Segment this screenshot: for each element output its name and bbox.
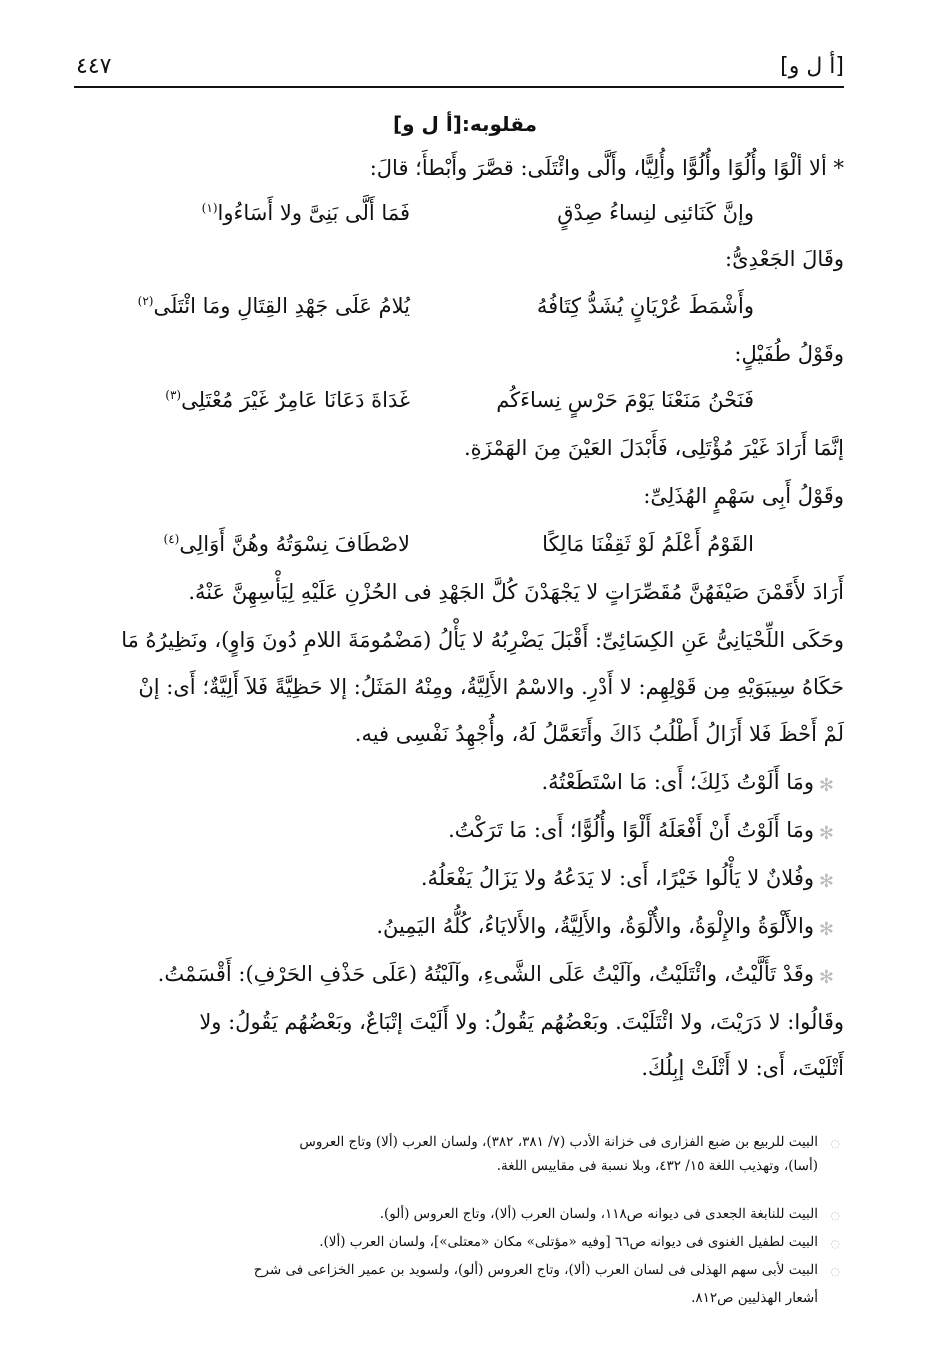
asterisk-mark: ✻: [818, 967, 834, 988]
header-root: [أ ل و]: [780, 54, 844, 79]
verse-4-first-hemistich: القَوْمُ أَعْلَمُ لَوْ ثَقِفْنَا مَالِكًا: [542, 532, 754, 556]
page-number: ٤٤٧: [76, 54, 112, 79]
body-line-12: وفُلانٌ لا يَأْلُوا خَيْرًا، أَى: لا يَدَعُهُ ولا يَزَالُ يَفْعَلُهُ.: [420, 866, 814, 890]
body-line-15: وقَالُوا: لا دَرَيْتَ، ولا ائْتَلَيْتَ. وبَعْضُهُم يَقُولُ: ولا أَلَيْتَ إتْبَاعٌ، وبَعْضُهُم يَقُولُ: ولا: [199, 1010, 844, 1034]
header-rule: [74, 86, 844, 88]
footnote-marker-3: ◌: [830, 1237, 840, 1250]
verse-2-second-text: يُلامُ عَلَى جَهْدِ القِتَالِ ومَا ائْتَلَى: [153, 294, 410, 318]
body-line-6: أَرَادَ لأَقَمْنَ صَيْفَهُنَّ مُقَصِّرَاتٍ لا يَجْهَدْنَ كُلَّ الجَهْدِ فى الحُزْنِ عَلَيْهِ لِيَأْسِهِنَّ عَنْهُ.: [188, 580, 844, 604]
footnote-1-line-1: البيت للربيع بن ضبع الفزارى فى خزانة الأدب (٧/ ٣٨١، ٣٨٢)، ولسان العرب (ألا) وتاج العروس: [299, 1134, 818, 1150]
body-line-8: حَكَاهُ سِيبَوَيْهِ مِن قَوْلِهِم: لا أَدْرِ. والاسْمُ الأَلِيَّةُ، ومِنْهُ المَثَلُ: إلا حَظِيَّةً فَلاَ أَلِيَّةٌ؛ أَى: إنْ: [138, 675, 844, 699]
asterisk-mark: ✻: [818, 775, 834, 796]
footnote-ref-2: (٢): [137, 294, 154, 308]
body-line-3: وقَوْلُ طُفَيْلٍ:: [734, 342, 844, 366]
footnote-3: البيت لطفيل الغنوى فى ديوانه ص٦٦ [وفيه «مؤتلى» مكان «معتلى»]، ولسان العرب (ألا).: [319, 1234, 818, 1250]
body-line-7: وحَكَى اللِّحْيَانِىُّ عَنِ الكِسَائِىِّ: أَقْبَلَ يَضْرِبُهُ لا يَأْلُ (مَضْمُومَةَ اللامِ دُونَ وَاوٍ)، ونَظِيرُهُ مَا: [121, 628, 844, 652]
footnote-1-line-2: (أسا)، وتهذيب اللغة ١٥/ ٤٣٢، وبلا نسبة فى مقاييس اللغة.: [496, 1158, 818, 1174]
body-line-13: والأَلْوَةُ والإِلْوَةُ، والأُلْوَةُ، والأَلِيَّةُ، والأَلايَاءُ، كُلُّهُ اليَمِينُ.: [376, 914, 814, 938]
body-line-10: ومَا أَلَوْتُ ذَلِكَ؛ أَى: مَا اسْتَطَعْتُهُ.: [541, 770, 814, 794]
footnote-marker-4: ◌: [830, 1265, 840, 1278]
section-heading: مقلوبه:[أ ل و]: [393, 112, 537, 136]
footnote-marker-1: ◌: [830, 1137, 840, 1150]
footnote-marker-2: ◌: [830, 1209, 840, 1222]
footnote-ref-3: (٣): [165, 388, 182, 402]
body-line-4: إنَّمَا أَرَادَ غَيْرَ مُؤْتَلِى، فَأَبْدَلَ العَيْنَ مِنَ الهَمْزَةِ.: [464, 436, 844, 460]
verse-4-second-text: لاصْطَافَ نِسْوَتُهُ وهُنَّ أَوَالِى: [179, 532, 410, 556]
footnote-ref-1: (١): [201, 201, 218, 215]
verse-1-first-hemistich: وإنَّ كَنَائنِى لنِساءُ صِدْقٍ: [557, 201, 754, 225]
body-line-11: ومَا أَلَوْتُ أَنْ أَفْعَلَهُ أَلْوًا وأُلُوًّا؛ أَى: مَا تَرَكْتُ.: [448, 818, 814, 842]
asterisk-mark: ✻: [818, 823, 834, 844]
body-line-1: * ألا ألْوًا وأُلُوًا وأُلُوًّا وأُلِيًّا، وأَلَّى وائْتَلَى: قصَّرَ وأَبْطأَ؛ قالَ:: [369, 156, 844, 180]
asterisk-mark: ✻: [818, 871, 834, 892]
body-line-2: وقَالَ الجَعْدِىُّ:: [725, 247, 844, 271]
verse-3-second-hemistich: [165, 388, 410, 412]
verse-2-first-hemistich: وأَشْمَطَ عُرْيَانٍ يُشَدُّ كِتَافُهُ: [536, 294, 754, 318]
footnote-4-line-2: أشعار الهذليين ص٨١٢.: [691, 1290, 818, 1306]
verse-3-first-hemistich: فَنَحْنُ مَنَعْنَا يَوْمَ حَرْسٍ نِساءَكُم: [496, 388, 754, 412]
asterisk-mark: ✻: [818, 919, 834, 940]
verse-2-second-hemistich: [138, 294, 410, 318]
body-line-14: وقَدْ تَأَلَّيْتُ، وائْتَلَيْتُ، وآلَيْتُ عَلَى الشَّىءِ، وآلَيْتُهُ (عَلَى حَذْفِ الحَرْفِ): أَقْسَمْتُ.: [157, 962, 814, 986]
verse-1-second-text: فَمَا أَلَّى بَنِىَّ ولا أَسَاءُوا: [217, 201, 410, 225]
verse-4-second-hemistich: [164, 532, 411, 556]
footnote-ref-4: (٤): [163, 532, 180, 546]
body-line-16: أَتْلَيْتَ، أَى: لا أَتْلَتْ إبِلُكَ.: [641, 1056, 844, 1080]
footnote-2: البيت للنابغة الجعدى فى ديوانه ص١١٨، ولسان العرب (ألا)، وتاج العروس (ألو).: [379, 1206, 818, 1222]
verse-1-second-hemistich: [202, 201, 410, 225]
verse-3-second-text: غَدَاةَ دَعَانَا عَامِرٌ غَيْرَ مُعْتَلِى: [181, 388, 410, 412]
body-line-9: لَمْ أَحْظَ فَلا أَزَالُ أَطْلُبُ ذَاكَ وأَتَعَمَّلُ لَهُ، وأُجْهِدُ نَفْسِى فيه.: [354, 722, 844, 746]
body-line-5: وقَوْلُ أَبِى سَهْمٍ الهُذَلِىِّ:: [643, 484, 844, 508]
footnote-4-line-1: البيت لأبى سهم الهذلى فى لسان العرب (ألا)، وتاج العروس (ألو)، ولسويد بن عمير الخزاعى فى شرح: [253, 1262, 818, 1278]
